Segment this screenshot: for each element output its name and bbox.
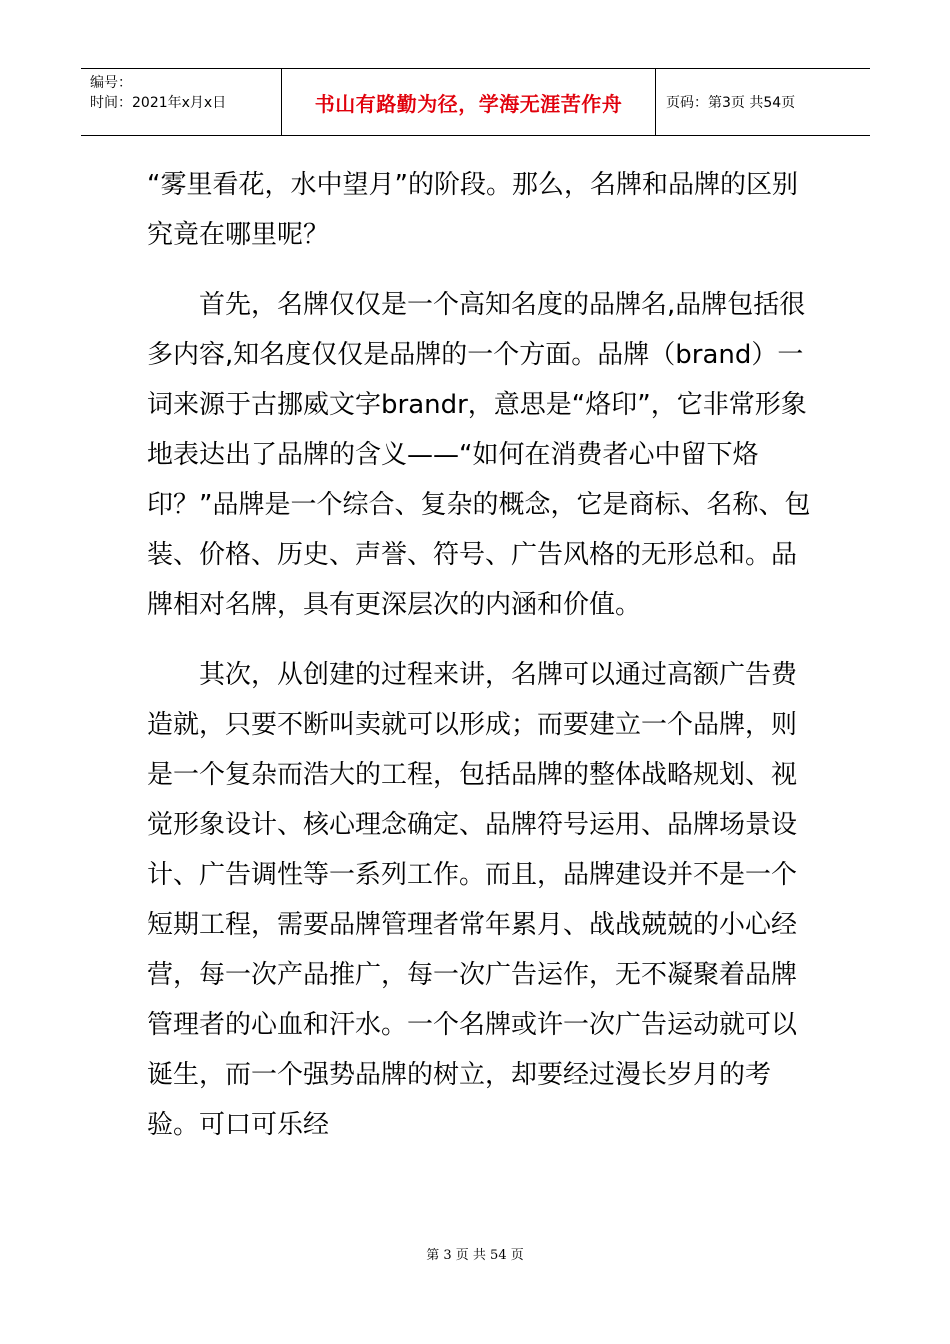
page-footer: 第 3 页 共 54 页 <box>426 1248 524 1263</box>
header-page-cell <box>656 69 870 135</box>
page-header <box>81 68 870 136</box>
paragraph-continuation: “雾里看花，水中望月”的阶段。那么，名牌和品牌的区别究竟在哪里呢？ <box>147 170 798 250</box>
paragraph-second-point: 其次，从创建的过程来讲，名牌可以通过高额广告费造就，只要不断叫卖就可以形成；而要建立一个品牌，则是一个复杂而浩大的工程，包括品牌的整体战略规划、视觉形象设计、核心理念确定、品牌符号运用、品牌场景设计、广告调性等一系列工作。而且，品牌建设并不是一个短期工程，需要品牌管理者常年累月、战战兢兢的小心经营，每一次产品推广，每一次广告运作，无不凝聚着品牌管理者的心血和汗水。一个名牌或许一次广告运动就可以诞生，而一个强势品牌的树立，却要经过漫长岁月的考验。可口可乐经 <box>147 660 798 1140</box>
header-motto-cell <box>282 69 656 135</box>
paragraph-first-point: 首先，名牌仅仅是一个高知名度的品牌名,品牌包括很多内容,知名度仅仅是品牌的一个方面。品牌（brand）一词来源于古挪威文字brandr，意思是“烙印”，它非常形象地表达出了品牌的含义——“如何在消费者心中留下烙印？”品牌是一个综合、复杂的概念，它是商标、名称、包装、价格、历史、声誉、符号、广告风格的无形总和。品牌相对名牌，具有更深层次的内涵和价值。 <box>147 290 811 620</box>
document-time-label: 时间：2021年x月x日 <box>90 95 227 111</box>
document-body <box>147 160 811 1150</box>
header-motto: 书山有路勤为径，学海无涯苦作舟 <box>314 91 623 116</box>
header-page-number: 页码：第3页 共54页 <box>666 95 796 111</box>
header-meta-cell <box>81 69 282 135</box>
document-number-label: 编号： <box>90 75 132 91</box>
